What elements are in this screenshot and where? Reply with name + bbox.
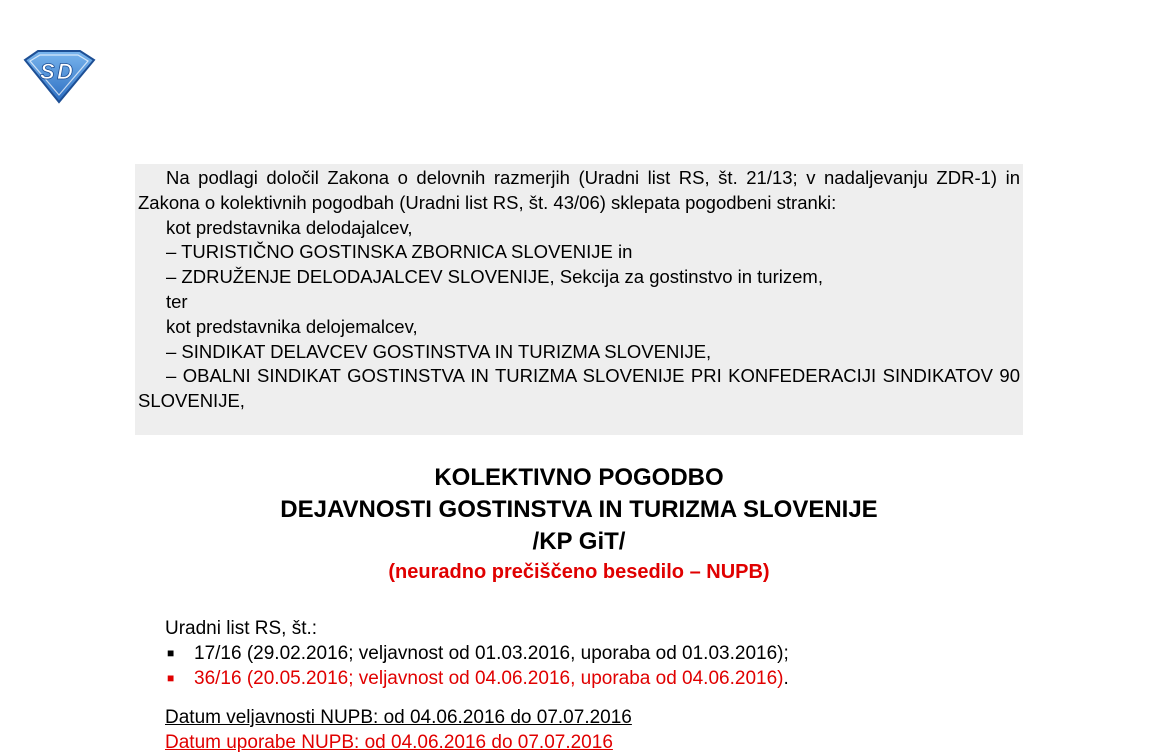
employees-label: kot predstavnika delojemalcev, [166, 315, 418, 337]
employee-1: – SINDIKAT DELAVCEV GOSTINSTVA IN TURIZMA SLOVENIJE, [166, 340, 712, 362]
gazette-item-text: 17/16 (29.02.2016; veljavnost od 01.03.2016, uporaba od 01.03.2016); [194, 643, 789, 664]
gazette-item-text: 36/16 (20.05.2016; veljavnost od 04.06.2016, uporaba od 04.06.2016) [194, 668, 784, 689]
gazette-item [165, 641, 1065, 666]
document-title-line-1: KOLEKTIVNO POGODBO [434, 464, 724, 491]
document-title-block [135, 462, 1023, 586]
gazette-references [165, 616, 1065, 691]
bullet-square-icon: ■ [167, 671, 175, 685]
employers-label: kot predstavnika delodajalcev, [166, 216, 413, 238]
application-date-line: Datum uporabe NUPB: od 04.06.2016 do 07.07.2016 [165, 732, 613, 753]
conjunction: ter [166, 290, 188, 312]
document-title-line-3: /KP GiT/ [532, 528, 626, 555]
employer-1: – TURISTIČNO GOSTINSKA ZBORNICA SLOVENIJE in [166, 241, 633, 263]
validity-date-line: Datum veljavnosti NUPB: od 04.06.2016 do 07.07.2016 [165, 707, 632, 728]
svg-text:S: S [40, 59, 55, 84]
gazette-item-period: . [783, 668, 789, 689]
gazette-item [165, 666, 1065, 691]
svg-text:D: D [57, 59, 73, 84]
document-title-line-2: DEJAVNOSTI GOSTINSTVA IN TURIZMA SLOVENIJE [280, 496, 878, 523]
document-subtitle: (neuradno prečiščeno besedilo – NUPB) [388, 561, 770, 583]
sd-shield-logo-icon [22, 48, 96, 104]
preamble-intro: Na podlagi določil Zakona o delovnih razmerjih (Uradni list RS, št. 21/13; v nadaljevanju ZDR-1) in Zakona o kolektivnih pogodbah (Uradni list RS, št. 43/06) sklepata pogodbeni stranki: [138, 167, 1020, 213]
bullet-square-icon: ■ [167, 646, 175, 660]
validity-dates [165, 705, 632, 755]
preamble-box [135, 164, 1023, 435]
gazette-label: Uradni list RS, št.: [165, 618, 318, 639]
employee-2: – OBALNI SINDIKAT GOSTINSTVA IN TURIZMA SLOVENIJE PRI KONFEDERACIJI SINDIKATOV 90 SLOVENIJE, [138, 365, 1020, 412]
employer-2: – ZDRUŽENJE DELODAJALCEV SLOVENIJE, Sekcija za gostinstvo in turizem, [166, 266, 823, 288]
gazette-list [165, 641, 1065, 691]
